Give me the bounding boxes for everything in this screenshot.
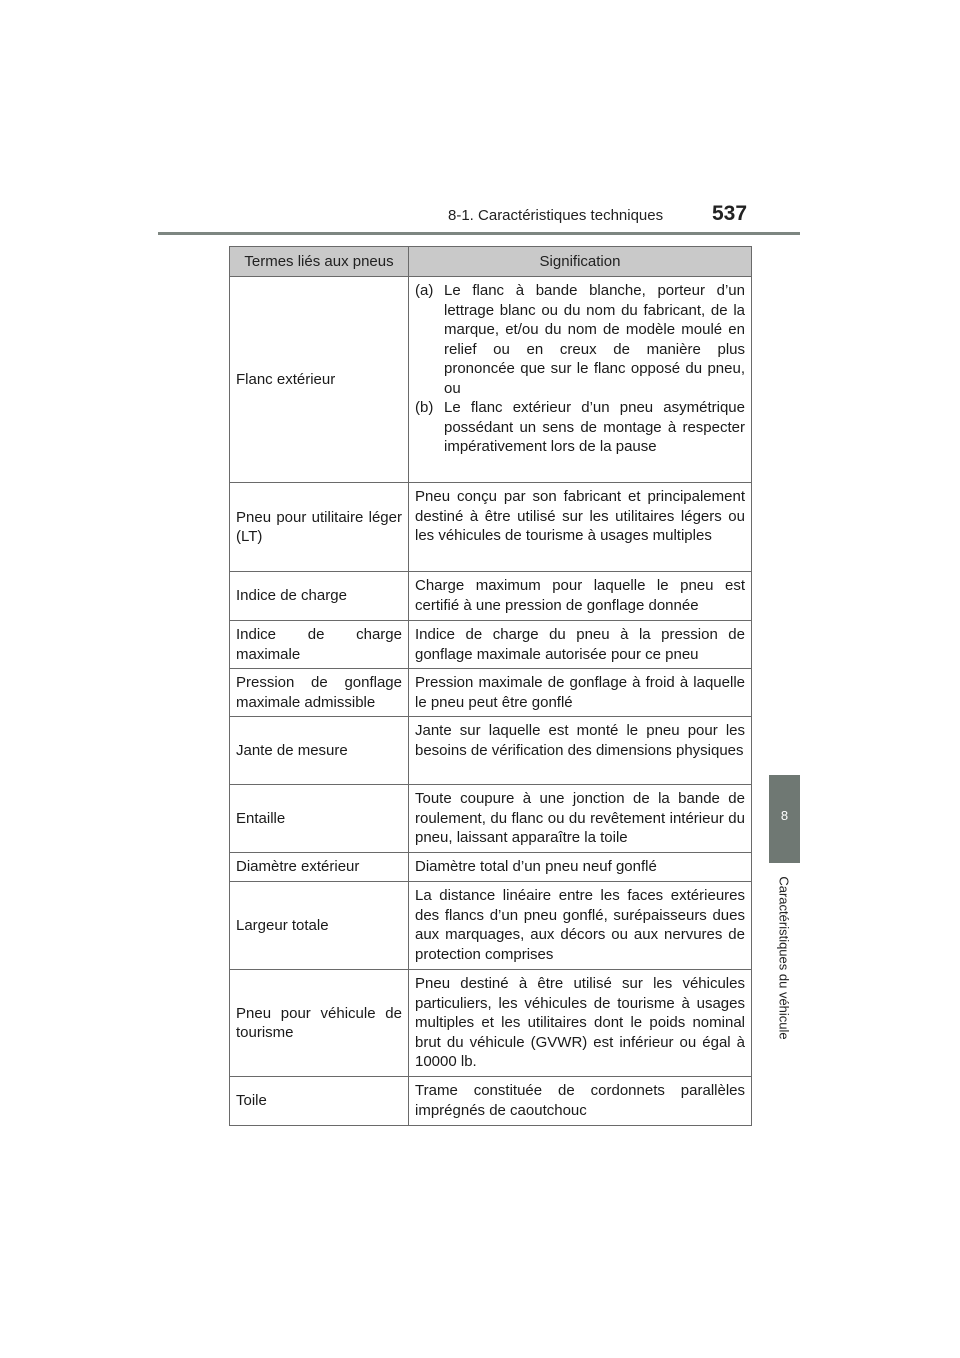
meaning-cell: Charge maximum pour laquelle le pneu est certifié à une pression de gonflage donnée [409,572,752,621]
term-cell: Pneu pour véhicule de tourisme [230,970,409,1077]
column-header-meaning: Signification [409,247,752,277]
table-row [230,717,752,785]
term-cell: Jante de mesure [230,717,409,785]
table-row [230,785,752,853]
meaning-cell: Pneu conçu par son fabricant et principalement destiné à être utilisé sur les utilitaires légers ou les véhicules de tourisme à usages multiples [409,483,752,572]
term-cell: Diamètre extérieur [230,853,409,882]
list-marker: (b) [415,399,434,416]
table-row [230,277,752,483]
table-row [230,572,752,621]
term-cell: Pression de gonflage maximale admissible [230,669,409,717]
term-cell: Pneu pour utilitaire léger (LT) [230,483,409,572]
list-text: Le flanc à bande blanche, porteur d’un lettrage blanc ou du nom du fabricant, de la marque, et/ou du nom de modèle moulé en relief ou en creux de manière plus prononcée que sur le flanc opposé du pneu, ou [444,282,745,397]
meaning-cell: Trame constituée de cordonnets parallèles imprégnés de caoutchouc [409,1077,752,1126]
table-row [230,970,752,1077]
term-cell: Largeur totale [230,882,409,970]
table-header-row [230,247,752,277]
chapter-number: 8 [780,808,789,823]
meaning-cell: Diamètre total d’un pneu neuf gonflé [409,853,752,882]
page-header [0,0,960,240]
term-cell: Indice de charge maximale [230,621,409,669]
column-header-term: Termes liés aux pneus [230,247,409,277]
section-title: 8-1. Caractéristiques techniques [448,207,664,224]
table-row [230,1077,752,1126]
table-row [230,483,752,572]
meaning-cell: Pression maximale de gonflage à froid à laquelle le pneu peut être gonflé [409,669,752,717]
meaning-cell: Pneu destiné à être utilisé sur les véhicules particuliers, les véhicules de tourisme à usages multiples et les utilitaires dont le poids nominal brut du véhicule (GVWR) est inférieur ou égal à 10000 lb. [409,970,752,1077]
header-rule [158,232,800,235]
chapter-tab [769,775,800,863]
term-cell: Indice de charge [230,572,409,621]
meaning-cell [409,277,752,483]
meaning-cell: La distance linéaire entre les faces extérieures des flancs d’un pneu gonflé, surépaisseurs dues aux marquages, aux décors ou aux nervures de protection comprises [409,882,752,970]
list-marker: (a) [415,282,434,299]
meaning-cell: Indice de charge du pneu à la pression de gonflage maximale autorisée pour ce pneu [409,621,752,669]
list-text: Le flanc extérieur d’un pneu asymétrique possédant un sens de montage à respecter impérativement lors de la pause [444,399,745,455]
list-item [415,281,745,398]
meaning-cell: Jante sur laquelle est monté le pneu pour les besoins de vérification des dimensions physiques [409,717,752,785]
table-row [230,853,752,882]
term-cell: Entaille [230,785,409,853]
term-cell: Toile [230,1077,409,1126]
table-row [230,669,752,717]
table-row [230,621,752,669]
meaning-cell: Toute coupure à une jonction de la bande de roulement, du flanc ou du revêtement intérieur du pneu, laissant apparaître la toile [409,785,752,853]
chapter-label: Caractéristiques du véhicule [776,876,792,1040]
tire-terms-table [229,246,752,1126]
term-cell: Flanc extérieur [230,277,409,483]
list-item [415,398,745,457]
page-number: 537 [712,202,748,225]
table-row [230,882,752,970]
